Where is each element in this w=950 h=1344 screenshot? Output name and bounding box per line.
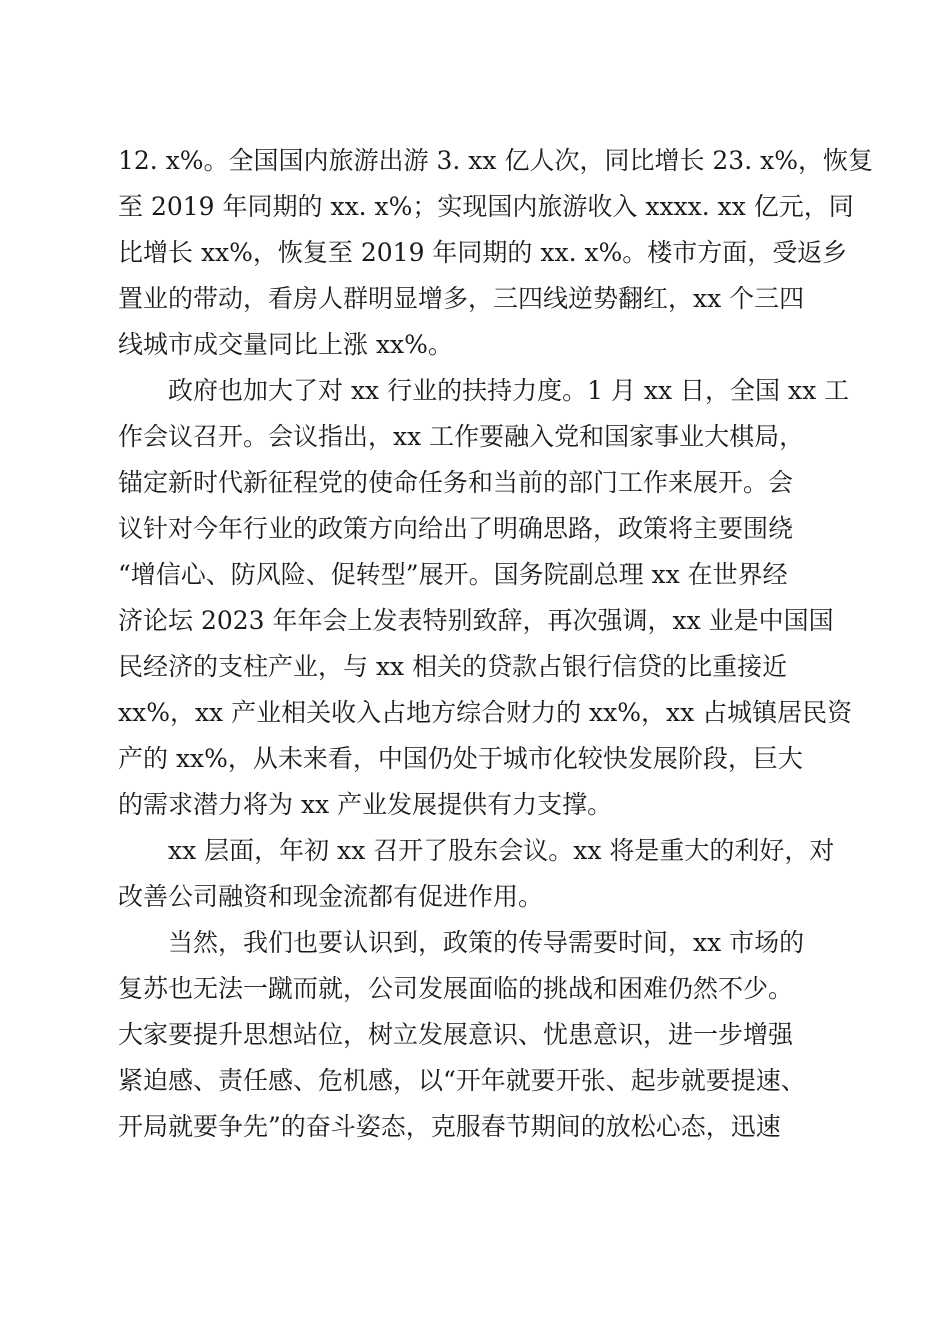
text-line: “增信心、防风险、促转型”展开。国务院副总理 xx 在世界经 [118,560,788,589]
text-line: 作会议召开。会议指出，xx 工作要融入党和国家事业大棋局， [118,422,805,451]
text-line: 紧迫感、责任感、危机感，以“开年就要开张、起步就要提速、 [118,1066,806,1095]
text-line: 线城市成交量同比上涨 xx%。 [118,330,453,359]
text-line: 复苏也无法一蹴而就，公司发展面临的挑战和困难仍然不少。 [118,974,794,1003]
text-line: 政府也加大了对 xx 行业的扶持力度。1 月 xx 日，全国 xx 工 [118,376,850,405]
text-line: 议针对今年行业的政策方向给出了明确思路，政策将主要围绕 [118,514,794,543]
text-line: 12. x%。全国国内旅游出游 3. xx 亿人次，同比增长 23. x%，恢复 [118,146,873,175]
text-line: 的需求潜力将为 xx 产业发展提供有力支撑。 [118,790,613,819]
body-text [118,138,873,1150]
text-line: 当然，我们也要认识到，政策的传导需要时间，xx 市场的 [118,928,805,957]
text-line: 产的 xx%，从未来看，中国仍处于城市化较快发展阶段，巨大 [118,744,803,773]
text-line: 大家要提升思想站位，树立发展意识、忧患意识，进一步增强 [118,1020,794,1049]
text-line: 至 2019 年同期的 xx. x%；实现国内旅游收入 xxxx. xx 亿元，同 [118,192,854,221]
text-line: 锚定新时代新征程党的使命任务和当前的部门工作来展开。会 [118,468,794,497]
text-line: 民经济的支柱产业，与 xx 相关的贷款占银行信贷的比重接近 [118,652,788,681]
text-line: 改善公司融资和现金流都有促进作用。 [118,882,544,911]
text-line: 开局就要争先”的奋斗姿态，克服春节期间的放松心态，迅速 [118,1112,781,1141]
text-line: 置业的带动，看房人群明显增多，三四线逆势翻红，xx 个三四 [118,284,805,313]
text-line: xx%，xx 产业相关收入占地方综合财力的 xx%，xx 占城镇居民资 [118,698,853,727]
text-line: xx 层面，年初 xx 召开了股东会议。xx 将是重大的利好，对 [118,836,835,865]
text-line: 比增长 xx%，恢复至 2019 年同期的 xx. x%。楼市方面，受返乡 [118,238,848,267]
text-line: 济论坛 2023 年年会上发表特别致辞，再次强调，xx 业是中国国 [118,606,834,635]
